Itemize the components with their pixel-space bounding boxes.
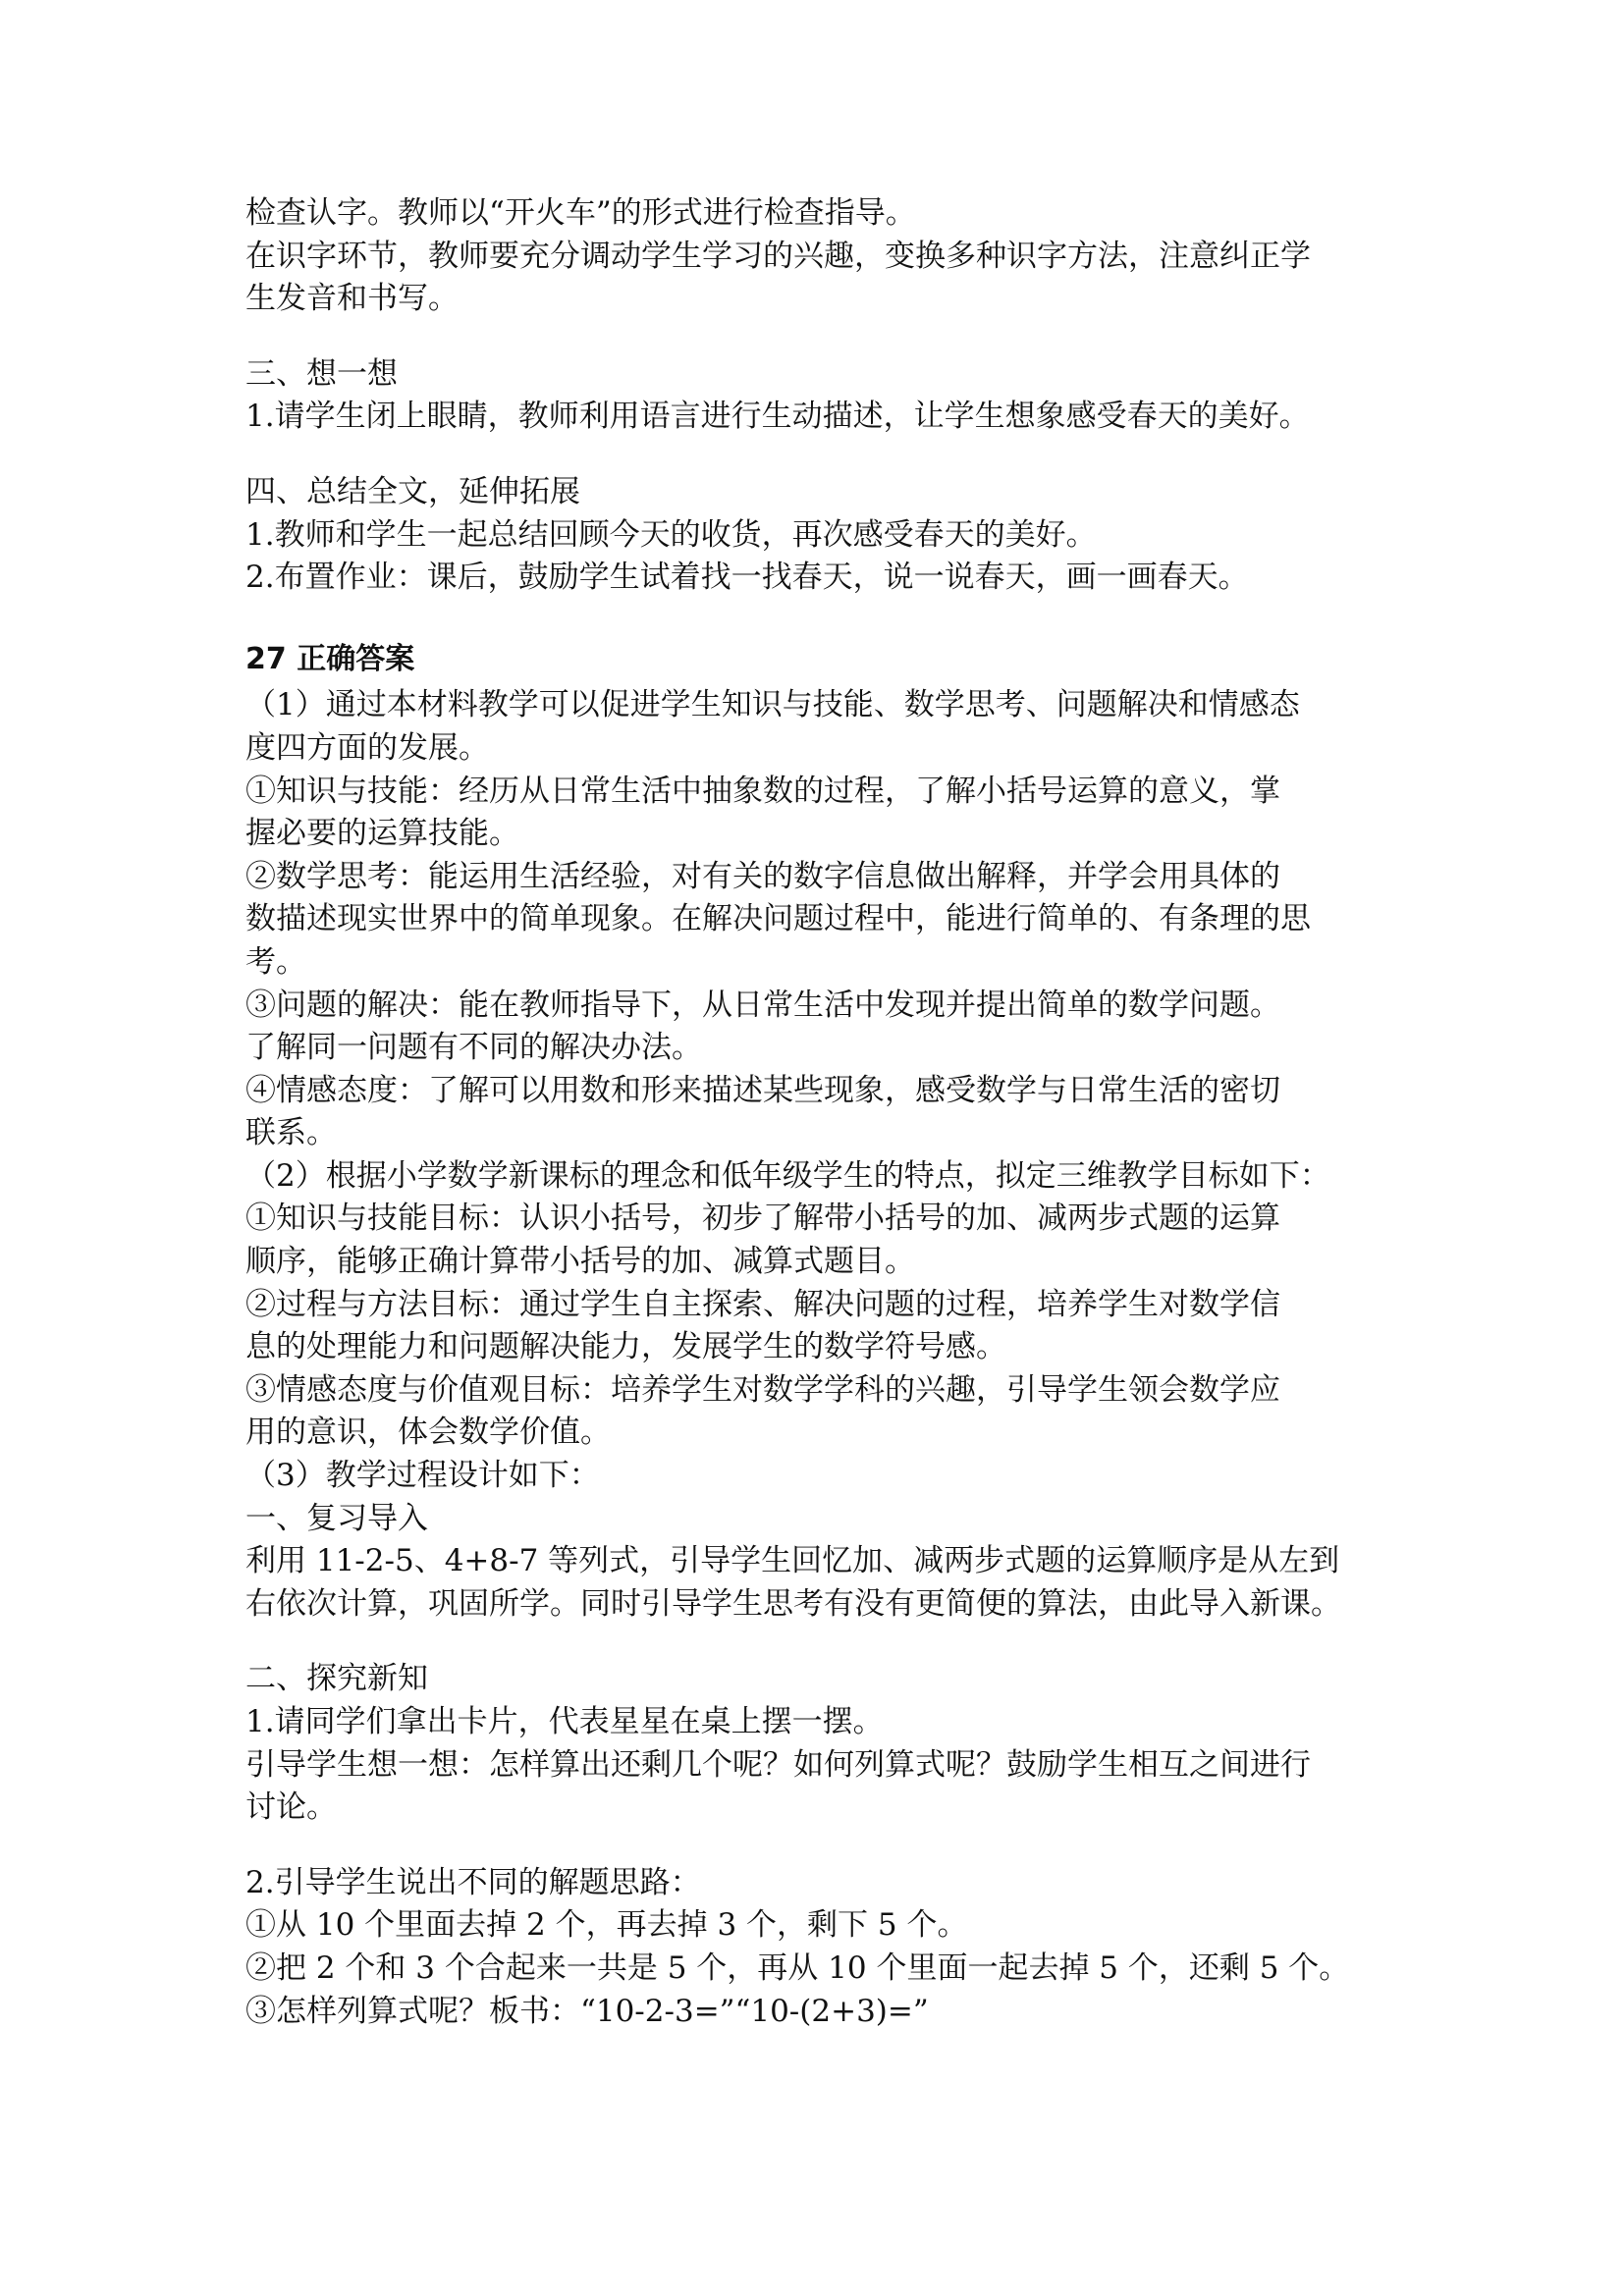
text-line: 右依次计算，巩固所学。同时引导学生思考有没有更简便的算法，由此导入新课。 (245, 1585, 1341, 1622)
spacer (245, 1626, 1384, 1658)
text-line: 了解同一问题有不同的解决办法。 (245, 1030, 702, 1066)
document-page (245, 192, 1384, 2033)
text-line: 用的意识，体会数学价值。 (245, 1415, 611, 1451)
text-line: 检查认字。教师以“开火车”的形式进行检查指导。 (245, 195, 916, 231)
text-line: 1.教师和学生一起总结回顾今天的收货，再次感受春天的美好。 (245, 516, 1097, 553)
text-line: 2.布置作业：课后，鼓励学生试着找一找春天，说一说春天，画一画春天。 (245, 560, 1249, 596)
spacer (245, 600, 1384, 632)
text-line: 考。 (245, 943, 306, 980)
text-line: ②数学思考：能运用生活经验，对有关的数字信息做出解释，并学会用具体的 (245, 858, 1280, 894)
section-explore (245, 1658, 1384, 1829)
text-line: ③怎样列算式呢？板书：“10-2-3=”“10-(2+3)=” (245, 1993, 929, 2029)
section-solution-ideas (245, 1862, 1384, 2033)
text-line: 顺序，能够正确计算带小括号的加、减算式题目。 (245, 1244, 915, 1280)
text-line: 生发音和书写。 (245, 281, 459, 317)
text-line: ③情感态度与价值观目标：培养学生对数学学科的兴趣，引导学生领会数学应 (245, 1371, 1280, 1408)
section-heading: 三、想一想 (245, 355, 398, 392)
text-line: ①从 10 个里面去掉 2 个，再去掉 3 个，剩下 5 个。 (245, 1907, 968, 1944)
text-line: 度四方面的发展。 (245, 729, 489, 766)
spacer (245, 439, 1384, 471)
section-think (245, 353, 1384, 439)
text-line: 在识字环节，教师要充分调动学生学习的兴趣，变换多种识字方法，注意纠正学 (245, 238, 1311, 274)
paragraph-literacy-check (245, 192, 1384, 321)
spacer (245, 1830, 1384, 1862)
text-line: 1.请同学们拿出卡片，代表星星在桌上摆一摆。 (245, 1704, 884, 1739)
text-line: 1.请学生闭上眼睛，教师利用语言进行生动描述，让学生想象感受春天的美好。 (245, 399, 1310, 435)
text-line: 引导学生想一想：怎样算出还剩几个呢？如何列算式呢？鼓励学生相互之间进行 (245, 1746, 1311, 1783)
text-line: ③问题的解决：能在教师指导下，从日常生活中发现并提出简单的数学问题。 (245, 987, 1280, 1023)
text-line: ②过程与方法目标：通过学生自主探索、解决问题的过程，培养学生对数学信 (245, 1286, 1280, 1322)
section-summary (245, 471, 1384, 600)
text-line: 利用 11-2-5、4+8-7 等列式，引导学生回忆加、减两步式题的运算顺序是从左到 (245, 1543, 1340, 1579)
text-line: 数描述现实世界中的简单现象。在解决问题过程中，能进行简单的、有条理的思 (245, 901, 1311, 937)
text-line: （2）根据小学数学新课标的理念和低年级学生的特点，拟定三维教学目标如下： (245, 1157, 1330, 1194)
text-line: 2.引导学生说出不同的解题思路： (245, 1864, 701, 1900)
text-line: ②把 2 个和 3 个合起来一共是 5 个，再从 10 个里面一起去掉 5 个，还剩 5 个。 (245, 1949, 1350, 1986)
answer-body (245, 684, 1384, 1626)
spacer (245, 321, 1384, 353)
text-line: 联系。 (245, 1115, 337, 1151)
text-line: ①知识与技能：经历从日常生活中抽象数的过程，了解小括号运算的意义，掌 (245, 773, 1280, 809)
text-line: （1）通过本材料教学可以促进学生知识与技能、数学思考、问题解决和情感态 (245, 687, 1300, 723)
text-line: ④情感态度：了解可以用数和形来描述某些现象，感受数学与日常生活的密切 (245, 1072, 1280, 1108)
section-heading: 二、探究新知 (245, 1661, 428, 1697)
text-line: 讨论。 (245, 1789, 337, 1826)
text-line: （3）教学过程设计如下： (245, 1458, 600, 1494)
section-heading: 四、总结全文，延伸拓展 (245, 473, 580, 509)
text-line: 息的处理能力和问题解决能力，发展学生的数学符号感。 (245, 1329, 1006, 1365)
text-line: 握必要的运算技能。 (245, 816, 519, 852)
text-line: ①知识与技能目标：认识小括号，初步了解带小括号的加、减两步式题的运算 (245, 1201, 1280, 1237)
answer-heading: 27 正确答案 (245, 641, 415, 676)
section-heading: 一、复习导入 (245, 1500, 428, 1536)
